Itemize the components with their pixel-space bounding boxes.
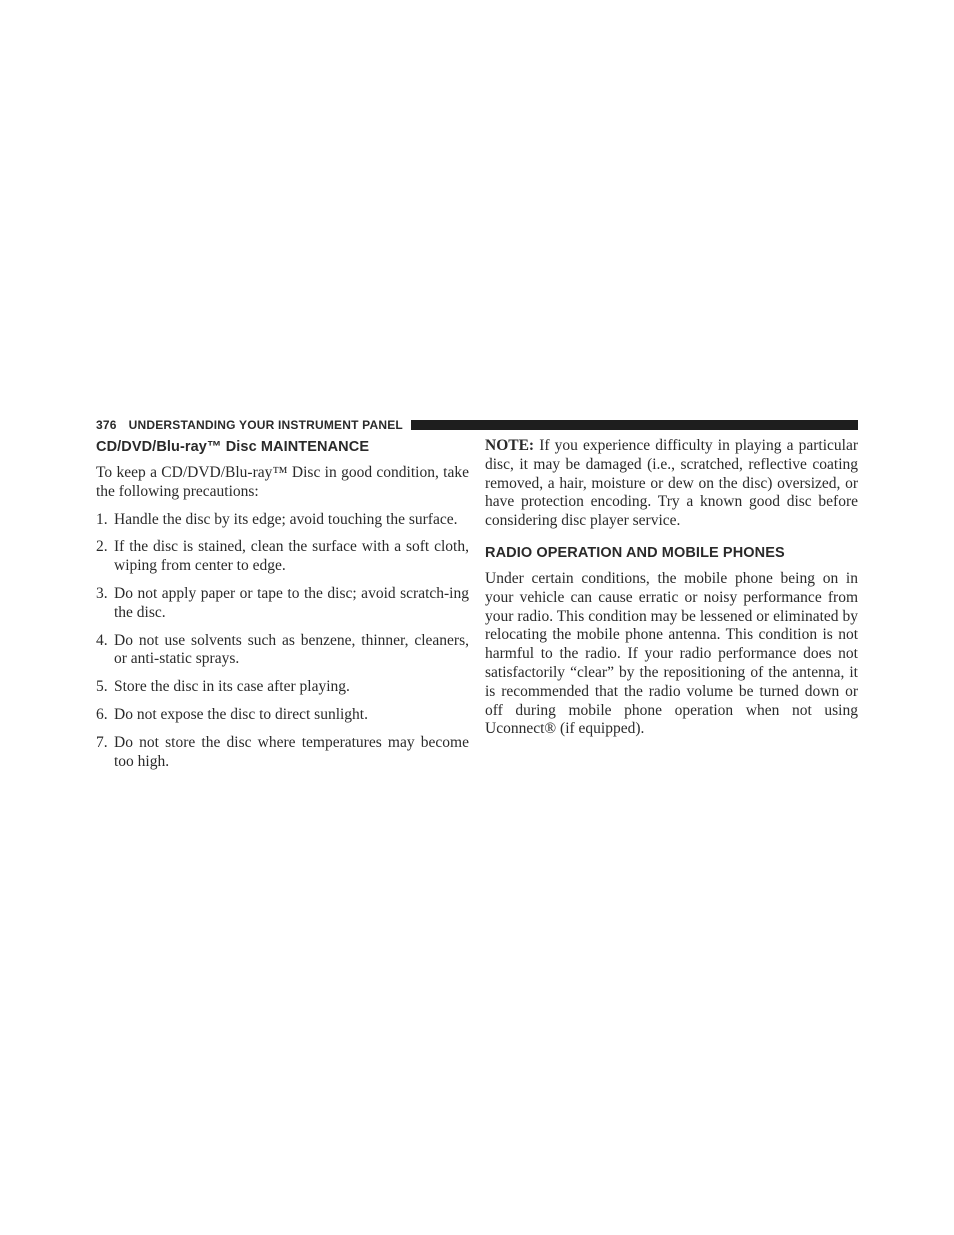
radio-mobile-heading: RADIO OPERATION AND MOBILE PHONES — [485, 544, 785, 561]
header-bar — [411, 420, 858, 430]
list-item-text: If the disc is stained, clean the surface with a soft cloth, wiping from center to edge. — [114, 538, 469, 575]
list-item-number: 3. — [96, 584, 108, 602]
list-item — [96, 706, 469, 725]
list-item-number: 6. — [96, 705, 108, 723]
list-item-number: 5. — [96, 678, 108, 696]
list-item-number: 4. — [96, 631, 108, 649]
list-item-text: Do not store the disc where temperatures may become too high. — [114, 733, 469, 770]
note-label: NOTE: — [485, 437, 535, 454]
note-paragraph — [485, 437, 858, 531]
list-item — [96, 678, 469, 697]
disc-maintenance-heading: CD/DVD/Blu-ray™ Disc MAINTENANCE — [96, 439, 370, 455]
list-item-number: 1. — [96, 510, 108, 528]
disc-maintenance-intro: To keep a CD/DVD/Blu-ray™ Disc in good condition, take the following precautions: — [96, 464, 469, 500]
list-item-number: 2. — [96, 538, 108, 556]
list-item — [96, 734, 469, 772]
list-item-text: Do not apply paper or tape to the disc; avoid scratch-ing the disc. — [114, 584, 469, 621]
list-item — [96, 511, 469, 530]
section-title: UNDERSTANDING YOUR INSTRUMENT PANEL — [128, 418, 403, 432]
radio-mobile-body: Under certain conditions, the mobile phone being on in your vehicle can cause erratic or noisy performance from your radio. This condition may be lessened or eliminated by relocating the mobile phone antenna. This condition is not harmful to the radio. If your radio performance does not satisfactorily “clear” by the repositioning of the antenna, it is recommended that the radio volume be turned down or off during mobile phone operation when not using Uconnect® (if equipped). — [485, 569, 858, 738]
right-column — [485, 437, 858, 748]
page-header — [96, 417, 858, 433]
list-item — [96, 538, 469, 576]
list-item-text: Do not use solvents such as benzene, thinner, cleaners, or anti-static sprays. — [114, 631, 469, 668]
list-item-text: Handle the disc by its edge; avoid touching the surface. — [114, 510, 458, 528]
list-item-text: Do not expose the disc to direct sunlight. — [114, 705, 368, 723]
list-item-number: 7. — [96, 733, 108, 751]
list-item — [96, 632, 469, 670]
left-column — [96, 437, 469, 780]
list-item-text: Store the disc in its case after playing. — [114, 678, 350, 696]
note-text: If you experience difficulty in playing a particular disc, it may be damaged (i.e., scratched, reflective coating removed, a hair, moisture or dew on the disc) oversized, or have protection encoding. Try a known good disc before considering disc player service. — [485, 437, 858, 530]
page-number: 376 — [96, 418, 117, 432]
list-item — [96, 585, 469, 623]
precautions-list — [96, 511, 469, 772]
